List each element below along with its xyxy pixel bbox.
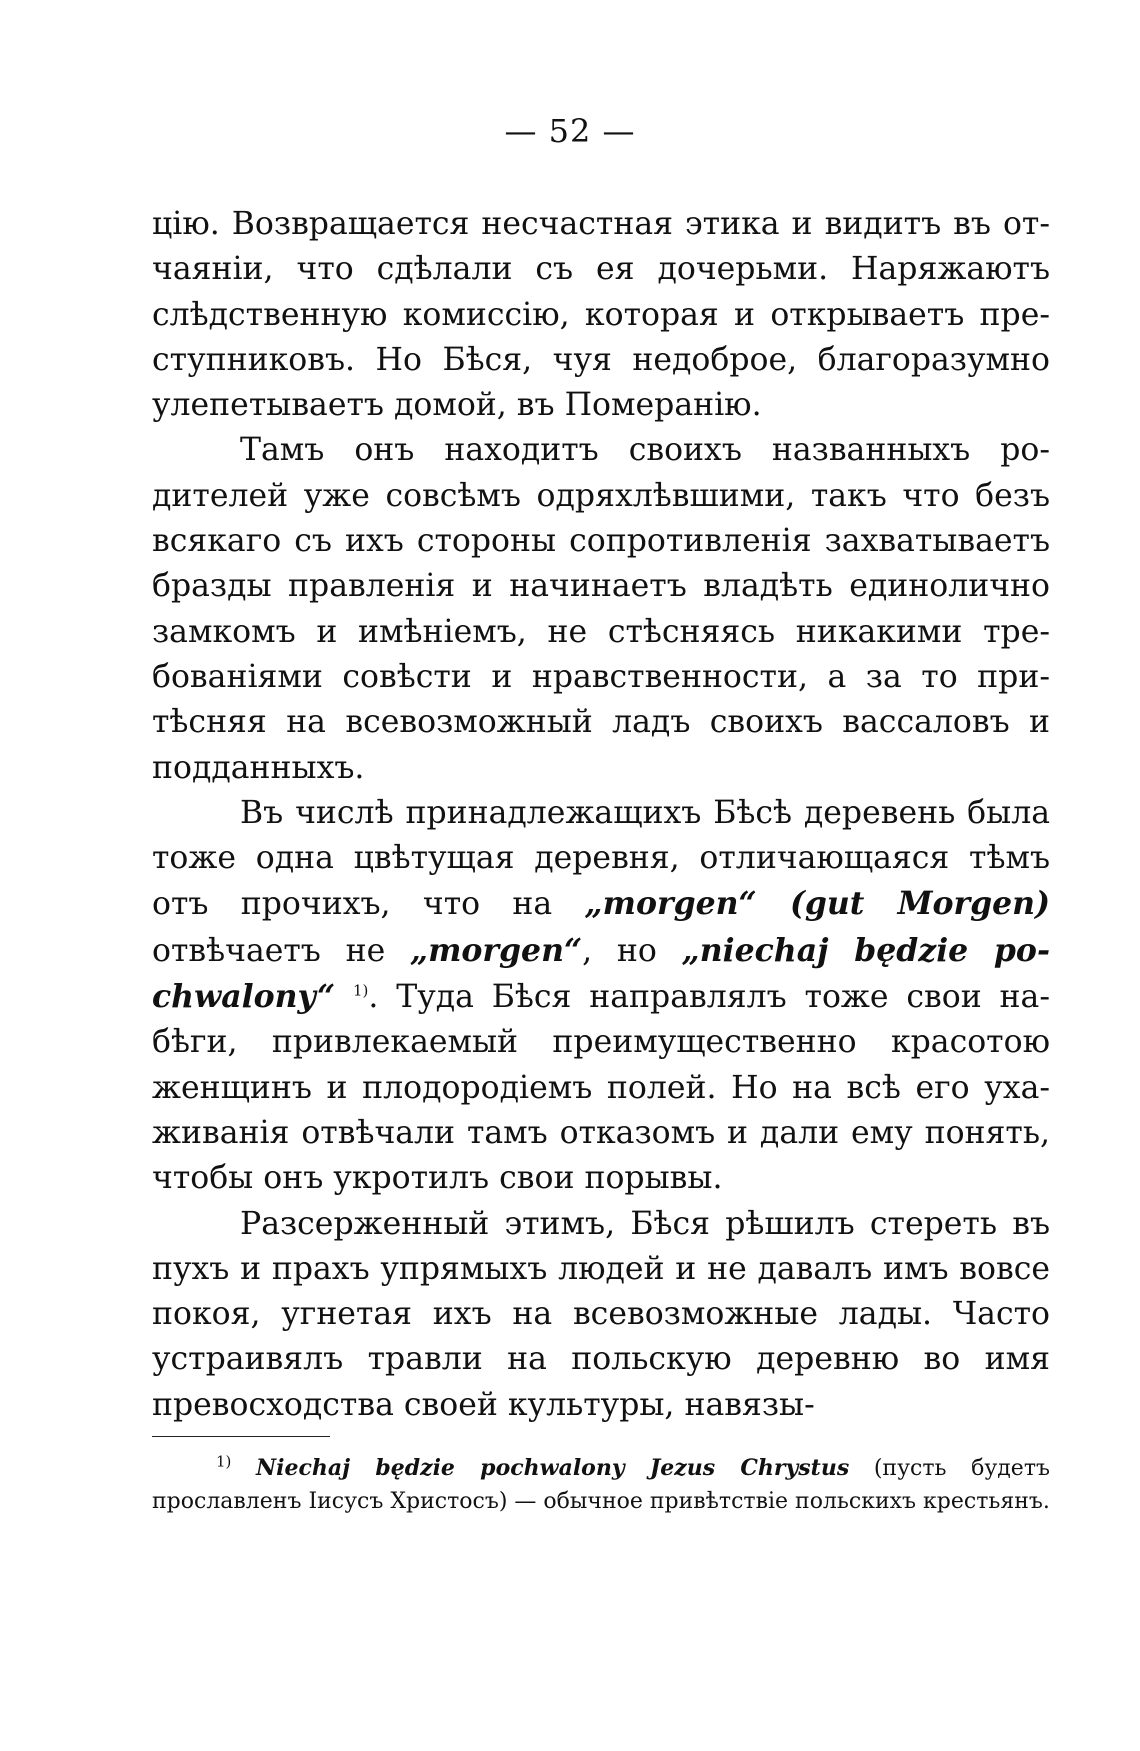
footnote-reference: 1) (352, 981, 369, 1000)
paragraph-3-text-c: отвѣчаетъ не (152, 932, 410, 969)
footnote-mark: 1) (216, 1452, 232, 1471)
paragraph-3-text-a: Въ числѣ принадлежащихъ Бѣсѣ деревень была тоже одна цвѣтущая деревня, отличающаяся тѣмъ отъ прочихъ, что на (152, 794, 1050, 923)
paragraph-4: Разсерженный этимъ, Бѣся рѣшилъ стереть въ пухъ и прахъ упрямыхъ людей и не давалъ имъ вовсе покоя, угнетая ихъ на всевозможные лады. Часто устраивялъ травли на польскую деревню во имя превосходства своей культуры, навязы- (152, 1205, 1050, 1423)
footnote-text: (пусть будетъ прославленъ Іисусъ Христосъ) — обычное привѣтствіе польскихъ крестьянъ. (152, 1456, 1050, 1514)
quote-morgen: „morgen“ (409, 931, 583, 969)
footnote (152, 1452, 1050, 1518)
paragraph-1: цію. Возвращается несчастная этика и видитъ въ отчаяніи, что сдѣлали съ ея дочерьми. Наряжаютъ слѣдственную комиссію, которая и открываетъ преступниковъ. Но Бѣся, чуя недоброе, благоразумно улепетываетъ домой, въ Померанію. (152, 206, 1050, 424)
quote-niechaj: „niechaj będzie pochwalony“ (152, 931, 1051, 1016)
page-number: — 52 — (504, 112, 636, 150)
paragraph-3-text-h: . Туда Бѣся направлялъ тоже свои набѣги, привлекаемый преимущественно красотою женщинъ и плодородіемъ полей. Но на всѣ его ухаживанія отвѣчали тамъ отказомъ и дали ему понять, чтобы онъ укротилъ свои порывы. (152, 979, 1050, 1197)
footnote-divider (152, 1436, 330, 1437)
main-text (152, 202, 1050, 1428)
paragraph-2: Тамъ онъ находитъ своихъ названныхъ родителей уже совсѣмъ одряхлѣвшими, такъ что безъ всякаго съ ихъ стороны сопротивленія захватываетъ бразды правленія и начинаетъ владѣть единолично замкомъ и имѣніемъ, не стѣсняясь никакими требованіями совѣсти и нравственности, а за то притѣсняя на всевозможный ладъ своихъ вассаловъ и подданныхъ. (152, 432, 1050, 786)
quote-morgen-gut-morgen: „morgen“ (gut Morgen) (584, 885, 1050, 923)
footnote-polish-phrase: Niechaj będzie pochwalony Jezus Chrystus (256, 1455, 850, 1481)
paragraph-3-text-e: , но (582, 932, 682, 969)
paragraph-3 (152, 791, 1050, 1202)
